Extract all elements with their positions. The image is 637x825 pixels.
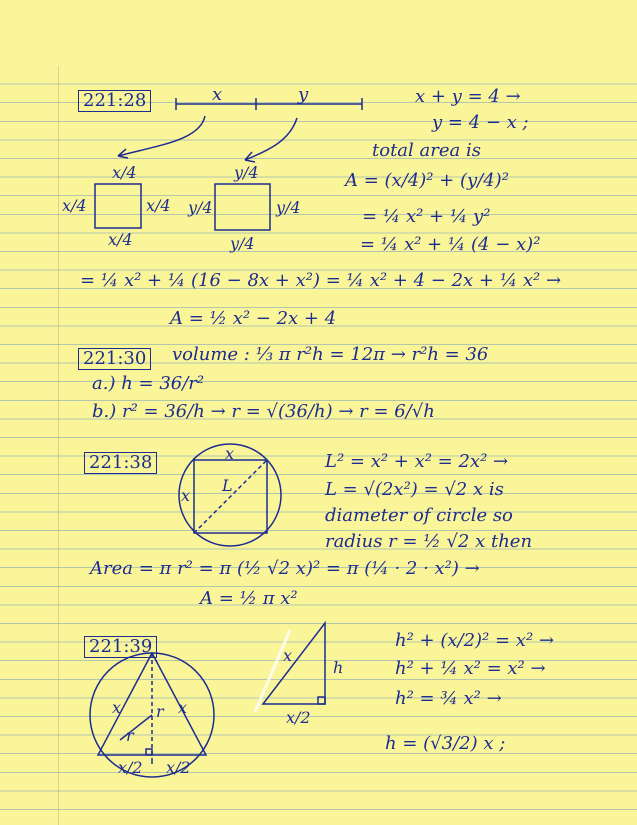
right-triangle xyxy=(263,623,325,704)
triangle-side-label: x xyxy=(178,698,188,717)
equation-line: A = (x/4)² + (y/4)² xyxy=(345,170,509,191)
half-base-label: x/2 xyxy=(118,758,143,777)
equation-line: h² = ¾ x² → xyxy=(395,688,502,709)
diagonal-line xyxy=(194,460,267,533)
triangle-side-label: x xyxy=(112,698,122,717)
square-side-label: x/4 xyxy=(62,196,87,215)
diagonal-label: L xyxy=(222,476,233,495)
problem-label: 221:30 xyxy=(78,348,151,370)
highlight-stroke xyxy=(255,630,293,712)
square-side-label: y/4 xyxy=(276,198,301,217)
equation-line: a.) h = 36/r² xyxy=(92,373,205,394)
equation-line: L² = x² + x² = 2x² → xyxy=(325,451,509,472)
square-side-label: x xyxy=(181,486,191,505)
equation-result: A = ½ x² − 2x + 4 xyxy=(170,308,337,329)
square-side-label: x/4 xyxy=(146,196,171,215)
square-side-label: y/4 xyxy=(188,198,213,217)
problem-label: 221:28 xyxy=(78,90,151,112)
square-side-label: x xyxy=(225,444,235,463)
equation-line: h² + ¼ x² = x² → xyxy=(395,658,546,679)
equation-line: volume : ⅓ π r²h = 12π → r²h = 36 xyxy=(172,344,489,365)
right-angle-mark xyxy=(318,697,325,704)
equation-line: total area is xyxy=(372,140,481,161)
equation-result: h = (√3/2) x ; xyxy=(385,733,506,754)
problem-label: 221:38 xyxy=(84,452,157,474)
equation-line: radius r = ½ √2 x then xyxy=(325,531,533,552)
radius-label: r xyxy=(126,726,134,745)
square-side-label: x/4 xyxy=(108,230,133,249)
base-label: x/2 xyxy=(286,708,311,727)
equation-line: = ¼ x² + ¼ (4 − x)² xyxy=(360,234,541,255)
hypotenuse-label: x xyxy=(283,646,293,665)
equation-line: diameter of circle so xyxy=(325,505,513,526)
arrow-to-left-square xyxy=(118,116,205,156)
equation-line: = ¼ x² + ¼ (16 − 8x + x²) = ¼ x² + 4 − 2x + ¼ x² → xyxy=(80,270,562,291)
equation-line: h² + (x/2)² = x² → xyxy=(395,630,554,651)
equation-line: Area = π r² = π (½ √2 x)² = π (¼ · 2 · x²) → xyxy=(90,558,480,579)
arrow-to-right-square xyxy=(245,118,297,160)
right-angle-mark xyxy=(146,749,152,755)
equation-result: A = ½ π x² xyxy=(200,588,298,609)
square-x xyxy=(95,184,141,228)
square-side-label: y/4 xyxy=(230,234,255,253)
square-side-label: x/4 xyxy=(112,163,137,182)
segment-x-label: x xyxy=(212,84,223,105)
equation-line: y = 4 − x ; xyxy=(432,112,529,133)
equation-line: = ¼ x² + ¼ y² xyxy=(362,206,491,227)
equation-line: x + y = 4 → xyxy=(415,86,521,107)
radius-line xyxy=(120,715,152,740)
problem-label: 221:39 xyxy=(84,636,157,658)
square-side-label: y/4 xyxy=(234,163,259,182)
equation-line: b.) r² = 36/h → r = √(36/h) → r = 6/√h xyxy=(92,401,435,422)
radius-label: r xyxy=(156,702,164,721)
half-base-label: x/2 xyxy=(166,758,191,777)
square-y xyxy=(215,184,270,230)
height-label: h xyxy=(333,658,344,677)
equation-line: L = √(2x²) = √2 x is xyxy=(325,479,504,500)
segment-y-label: y xyxy=(298,84,309,105)
